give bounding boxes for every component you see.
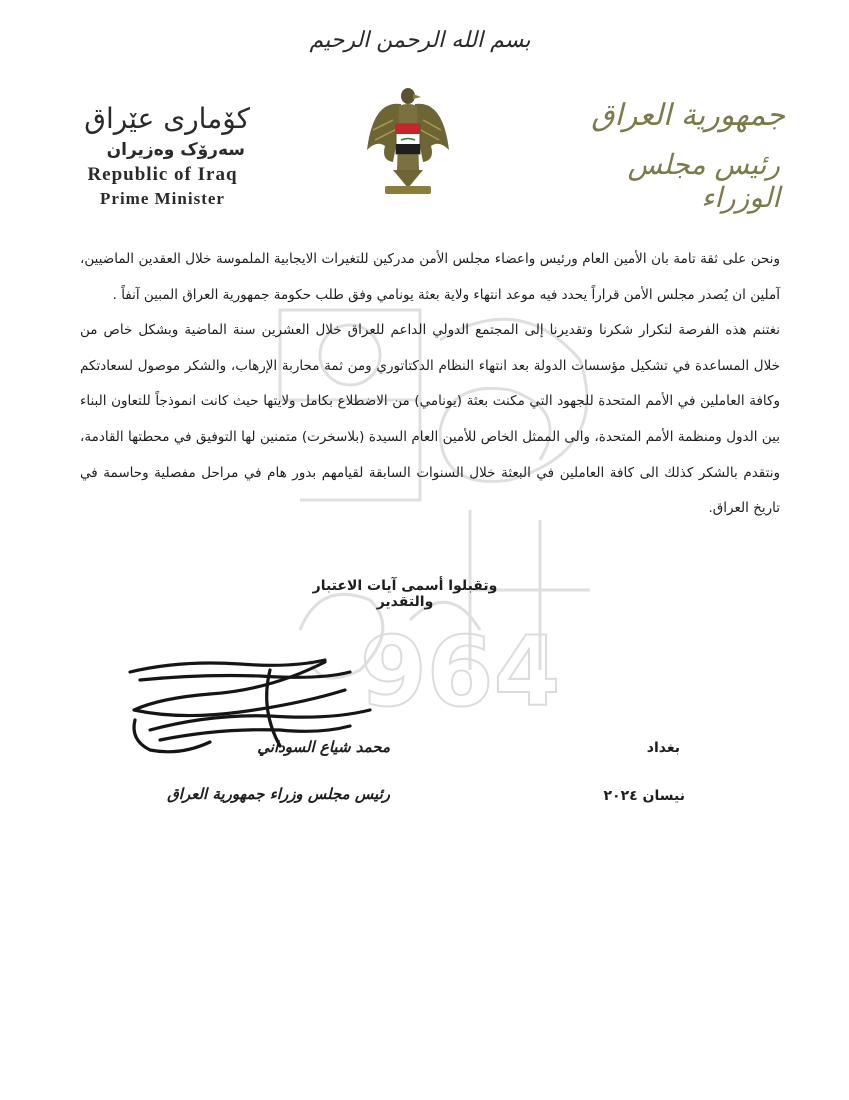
body-paragraph-2: نغتنم هذه الفرصة لتكرار شكرنا وتقديرنا إلى المجتمع الدولي الداعم للعراق خلال العشرين سنة الماضية وبشكل خاص من خلال المساعدة في تشكيل مؤسسات الدولة بعد انتهاء النظام الدكتاتوري ومن ثمة محاربة الإرهاب، والشكر موصول لسعادتكم وكافة العاملين في الأمم المتحدة للجهود التي مكنت بعثة (يونامي) من الاضطلاع بكامل ولايتها حيث كانت انموذجاً للتعاون البناء بين الدول ومنظمة الأمم المتحدة، والى الممثل الخاص للأمين العام السيدة (بلاسخرت) متمنين لها التوفيق في محطتها القادمة، ونتقدم بالشكر كذلك الى كافة العاملين في البعثة خلال السنوات السابقة لقيامهم بدور هام في مراحل مفصلية وحاسمة في تاريخ العراق.: [80, 322, 780, 517]
letter-date: نيسان ٢٠٢٤: [603, 788, 685, 804]
watermark-text: 964: [360, 616, 561, 720]
place-baghdad: بغداد: [646, 740, 680, 756]
english-prime-minister-title: Prime Minister: [100, 189, 225, 208]
signer-name: محمد شياع السوداني: [257, 738, 390, 756]
kurdish-prime-minister-title: سەرۆک وەزیران: [106, 140, 245, 160]
letter-body: [80, 242, 780, 527]
arabic-republic-title: جمهورية العراق: [591, 98, 785, 133]
body-paragraph-1: ونحن على ثقة تامة بان الأمين العام ورئيس واعضاء مجلس الأمن مدركين للتغيرات الايجابية الملموسة خلال العقدين الماضيين، آملين ان يُصدر مجلس الأمن قراراً يحدد فيه موعد انتهاء ولاية بعثة يونامي وفق طلب حكومة جمهورية العراق المبين آنفاً .: [80, 251, 780, 303]
signer-title: رئيس مجلس وزراء جمهورية العراق: [167, 785, 390, 803]
basmala-calligraphy: بسم الله الرحمن الرحيم: [309, 28, 531, 53]
english-republic-title: Republic of Iraq: [87, 164, 238, 185]
arabic-prime-minister-title: رئيس مجلس الوزراء: [627, 148, 780, 214]
kurdish-republic-title: کۆماری عێراق: [84, 102, 250, 135]
closing-line: وتقبلوا أسمى آيات الاعتبار والتقدير: [312, 578, 498, 610]
iraq-eagle-emblem-icon: [363, 80, 453, 200]
